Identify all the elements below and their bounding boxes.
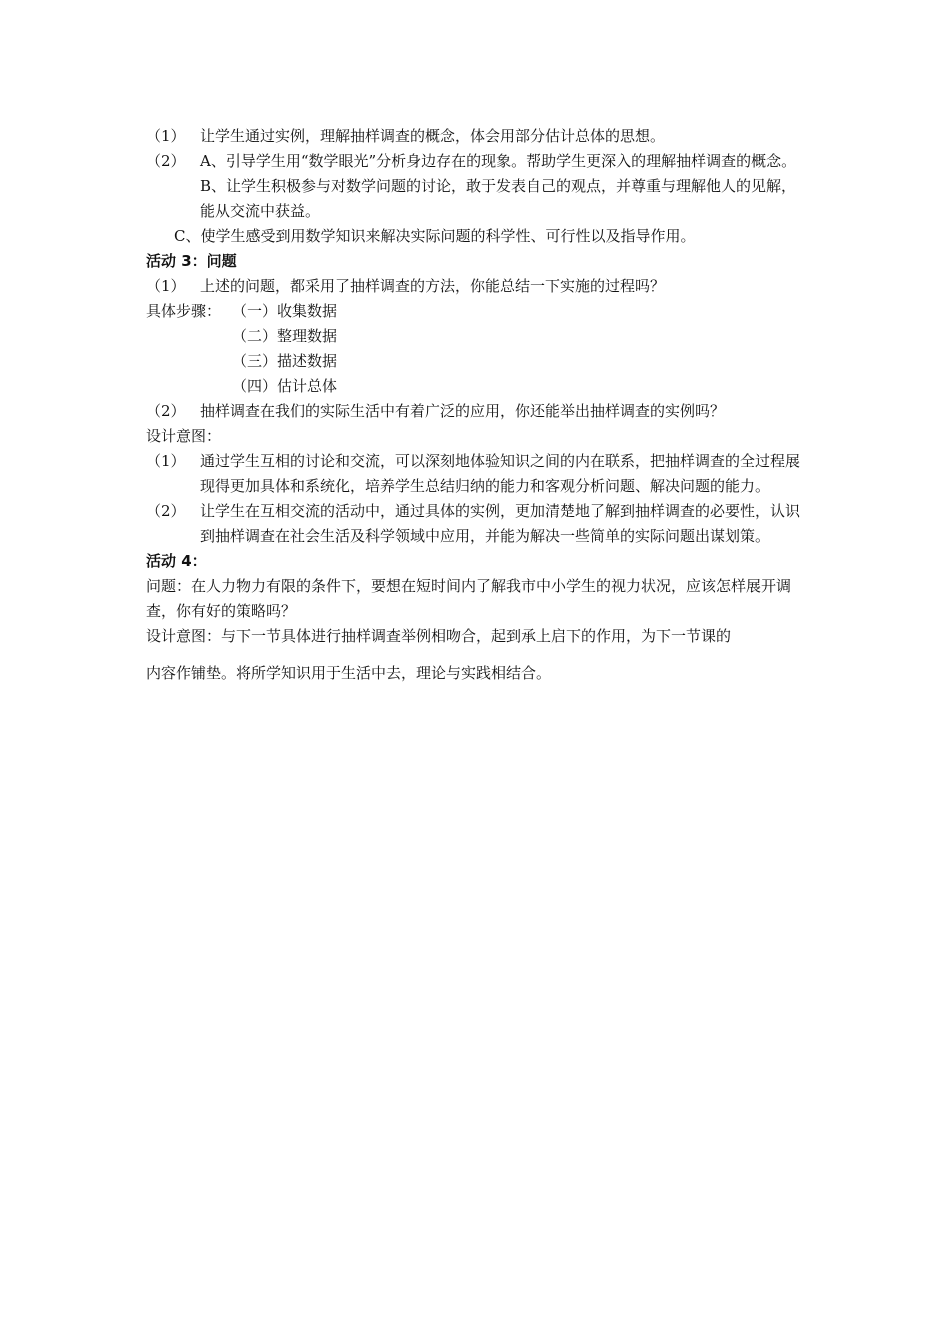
activity3-question-2 — [146, 399, 808, 424]
step-item: （三）描述数据 — [232, 352, 338, 370]
activity4-design-line-1: 设计意图：与下一节具体进行抽样调查举例相吻合，起到承上启下的作用，为下一节课的 — [146, 627, 732, 645]
activity3-heading: 活动 3：问题 — [146, 252, 237, 270]
item-text: 让学生在互相交流的活动中，通过具体的实例，更加清楚地了解到抽样调查的必要性，认识到抽样调查在社会生活及科学领域中应用，并能为解决一些简单的实际问题出谋划策。 — [200, 502, 801, 545]
intent-item-1 — [146, 124, 808, 149]
activity4-heading: 活动 4： — [146, 552, 207, 570]
document-body — [146, 124, 808, 686]
activity3-question-1 — [146, 274, 808, 299]
item-text: 通过学生互相的讨论和交流，可以深刻地体验知识之间的内在联系，把抽样调查的全过程展现得更加具体和系统化，培养学生总结归纳的能力和客观分析问题、解决问题的能力。 — [200, 452, 801, 495]
design-item-1 — [146, 449, 808, 499]
intent-b: B、让学生积极参与对数学问题的讨论，敢于发表自己的观点，并尊重与理解他人的见解，能从交流中获益。 — [200, 177, 797, 220]
step-item: （一）收集数据 — [232, 302, 338, 320]
intent-c: C、使学生感受到用数学知识来解决实际问题的科学性、可行性以及指导作用。 — [174, 227, 696, 245]
item-number: （2） — [146, 502, 186, 520]
step-item: （四）估计总体 — [232, 377, 338, 395]
steps-row — [146, 299, 808, 324]
step-item: （二）整理数据 — [232, 327, 338, 345]
item-text: 上述的问题，都采用了抽样调查的方法，你能总结一下实施的过程吗？ — [200, 277, 666, 295]
intent-item-2 — [146, 149, 808, 174]
activity4-design-line-2: 内容作铺垫。将所学知识用于生活中去，理论与实践相结合。 — [146, 664, 552, 682]
steps-label: 具体步骤： — [146, 302, 222, 320]
item-text: 让学生通过实例，理解抽样调查的概念，体会用部分估计总体的思想。 — [200, 127, 666, 145]
design-intent-label: 设计意图： — [146, 427, 222, 445]
spacer — [146, 649, 808, 661]
item-number: （1） — [146, 452, 186, 470]
item-number: （1） — [146, 277, 186, 295]
item-number: （2） — [146, 402, 186, 420]
item-number: （1） — [146, 127, 186, 145]
design-item-2 — [146, 499, 808, 549]
item-number: （2） — [146, 152, 186, 170]
item-text: 抽样调查在我们的实际生活中有着广泛的应用，你还能举出抽样调查的实例吗？ — [200, 402, 726, 420]
activity4-question: 问题：在人力物力有限的条件下，要想在短时间内了解我市中小学生的视力状况，应该怎样展开调查，你有好的策略吗？ — [146, 577, 792, 620]
item-text: A、引导学生用“数学眼光”分析身边存在的现象。帮助学生更深入的理解抽样调查的概念。 — [200, 152, 797, 170]
